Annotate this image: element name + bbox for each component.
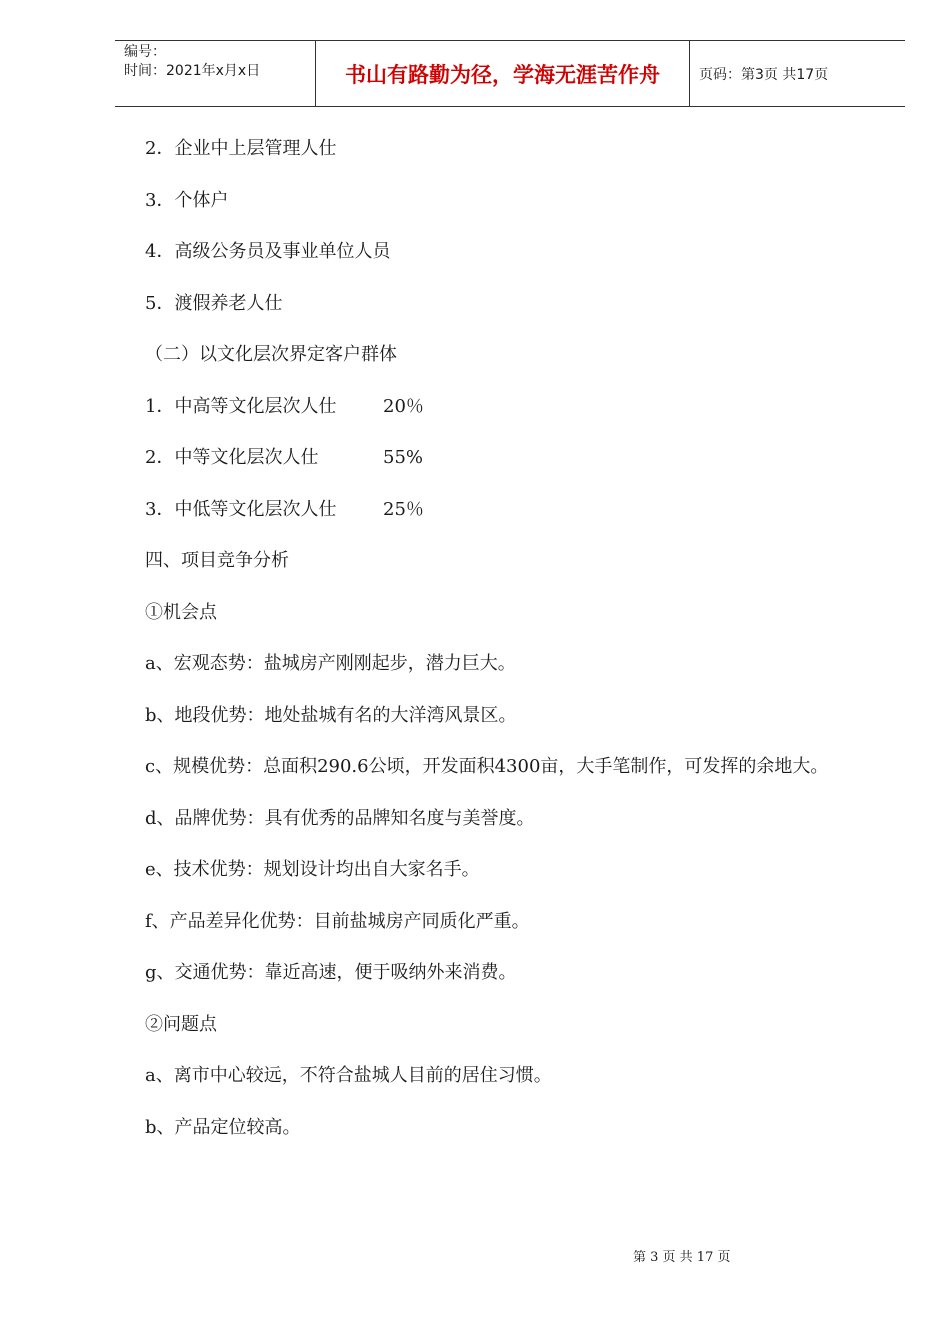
section-heading: 四、项目竞争分析 <box>145 550 289 571</box>
document-number-label: 编号： <box>124 44 166 60</box>
body-line: 2．企业中上层管理人仕 <box>145 138 337 159</box>
document-body <box>145 134 885 1164</box>
opportunity-item: b、地段优势：地处盐城有名的大洋湾风景区。 <box>145 704 517 726</box>
body-line: 5．渡假养老人仕 <box>145 292 283 314</box>
section-heading: （二）以文化层次界定客户群体 <box>145 344 397 365</box>
culture-row-label: 2．中等文化层次人仕 <box>145 447 319 468</box>
problem-item: a、离市中心较远，不符合盐城人目前的居住习惯。 <box>145 1065 552 1086</box>
opportunity-item: e、技术优势：规划设计均出自大家名手。 <box>145 859 480 880</box>
culture-row-percent: 20％ <box>383 395 424 417</box>
body-line: 3．个体户 <box>145 189 229 211</box>
body-line: 4．高级公务员及事业单位人员 <box>145 241 391 262</box>
culture-row-percent: 55% <box>383 447 424 468</box>
culture-row <box>145 495 885 547</box>
page-footer: 第 3 页 共 17 页 <box>633 1250 731 1265</box>
document-time-label: 时间：2021年x月x日 <box>124 63 261 79</box>
culture-row <box>145 392 885 444</box>
header-page-info: 页码：第3页 共17页 <box>699 66 829 83</box>
culture-row <box>145 443 885 495</box>
opportunity-item: d、品牌优势：具有优秀的品牌知名度与美誉度。 <box>145 807 535 829</box>
problem-item: b、产品定位较高。 <box>145 1116 301 1138</box>
culture-row-label: 3．中低等文化层次人仕 <box>145 498 337 520</box>
opportunity-item: c、规模优势：总面积290.6公顷，开发面积4300亩，大手笔制作，可发挥的余地大。 <box>145 756 829 777</box>
subsection-heading: ②问题点 <box>145 1013 217 1035</box>
subsection-heading: ①机会点 <box>145 601 217 623</box>
header-meta <box>115 41 316 106</box>
culture-row-percent: 25％ <box>383 498 424 520</box>
culture-row-label: 1．中高等文化层次人仕 <box>145 395 337 417</box>
opportunity-item: g、交通优势：靠近高速，便于吸纳外来消费。 <box>145 962 517 983</box>
opportunity-item: f、产品差异化优势：目前盐城房产同质化严重。 <box>145 910 530 932</box>
header-motto: 书山有路勤为径，学海无涯苦作舟 <box>316 41 690 106</box>
page-header <box>115 40 905 107</box>
opportunity-item: a、宏观态势：盐城房产刚刚起步，潜力巨大。 <box>145 653 516 674</box>
